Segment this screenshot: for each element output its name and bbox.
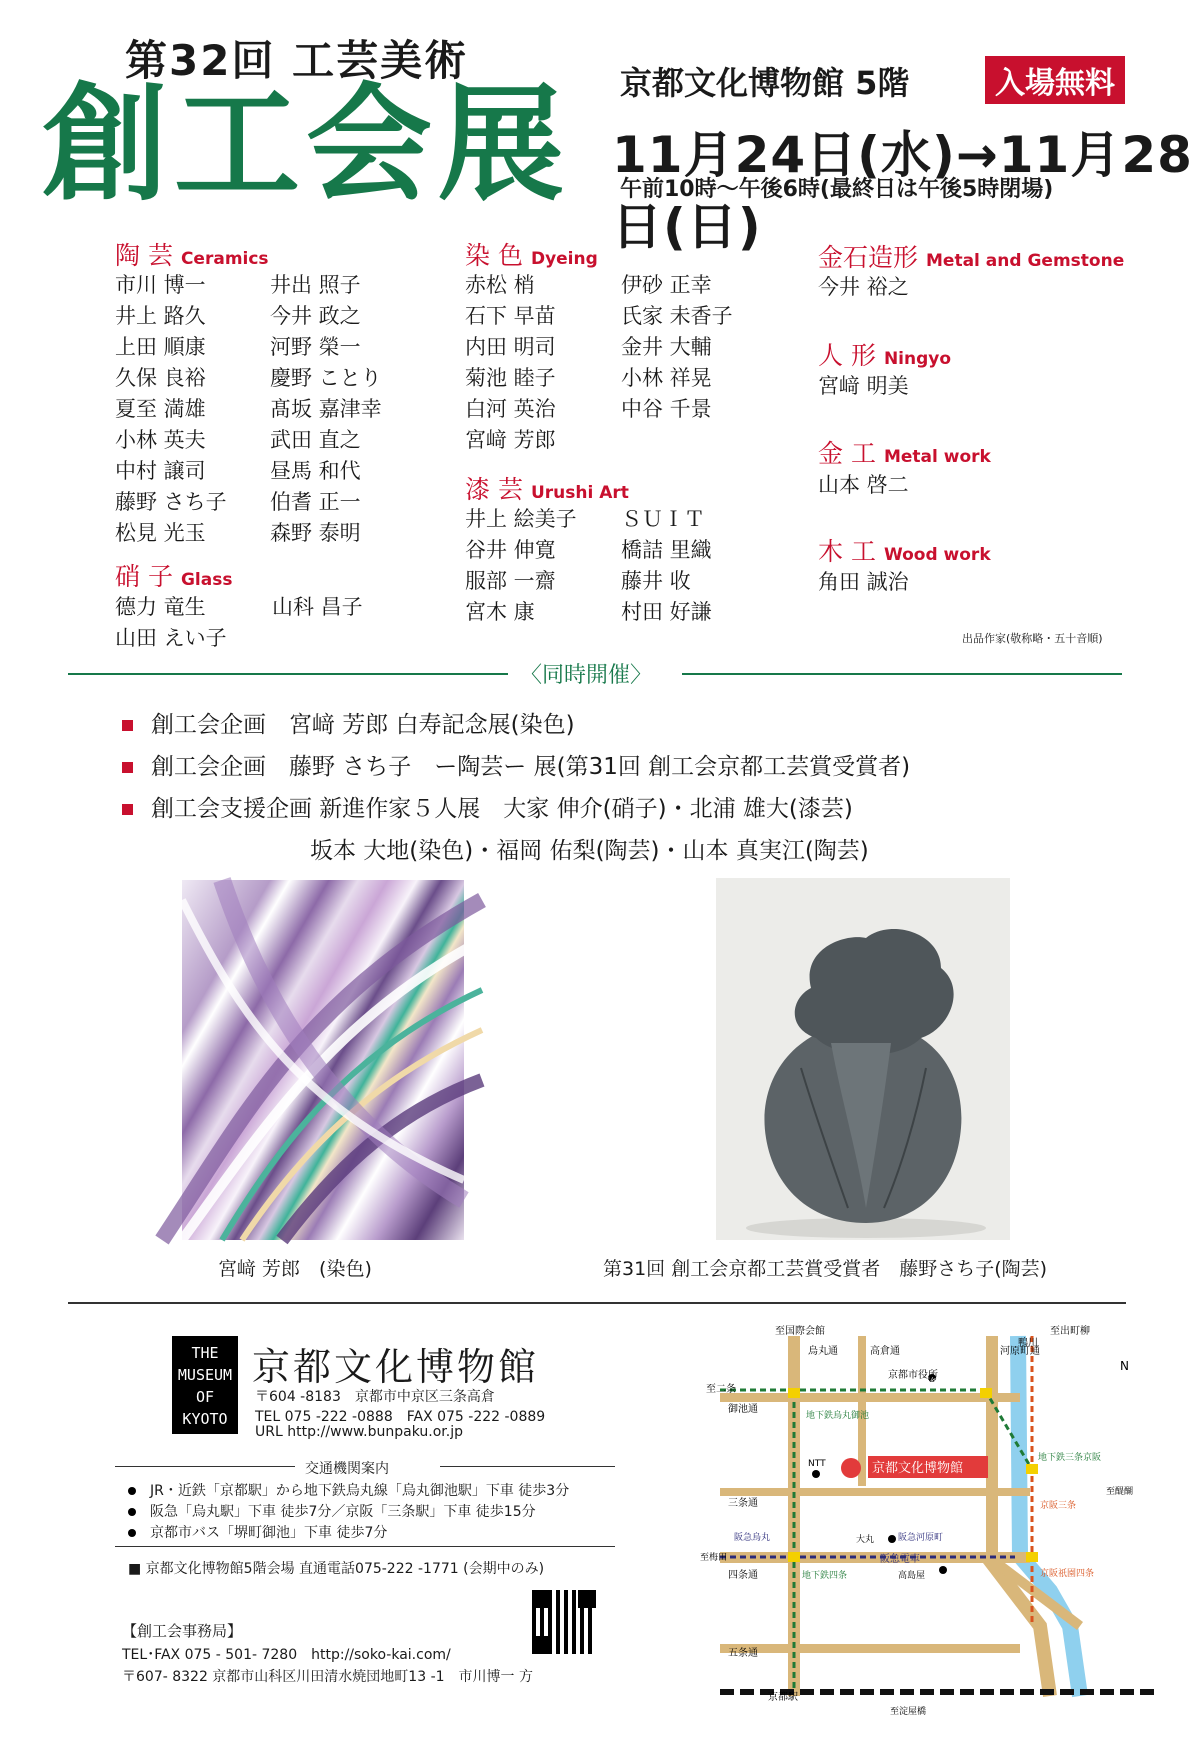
map-label: 地下鉄四条 bbox=[802, 1571, 848, 1581]
museum-address: 〒604 -8183 京都市中京区三条高倉 bbox=[255, 1389, 495, 1405]
artist-name: 石下 早苗 bbox=[465, 304, 556, 328]
map-label: 至二条 bbox=[706, 1384, 736, 1395]
category-ceramics bbox=[115, 236, 269, 272]
map-label: 烏丸通 bbox=[808, 1346, 838, 1357]
event-item bbox=[122, 748, 910, 781]
map-label: 三条通 bbox=[728, 1498, 758, 1509]
artist-name: 河野 榮一 bbox=[270, 335, 361, 359]
artist-name: 白河 英治 bbox=[465, 397, 556, 421]
museum-url[interactable]: URL http://www.bunpaku.or.jp bbox=[255, 1424, 463, 1440]
event-text: 創工会企画 宮﨑 芳郎 白寿記念展(染色) bbox=[151, 712, 575, 738]
artist-name: 井上 路久 bbox=[115, 304, 206, 328]
category-label: 木 工 bbox=[818, 537, 876, 566]
category-label: 人 形 bbox=[818, 341, 876, 370]
event-item bbox=[122, 790, 853, 823]
category-en: Ningyo bbox=[883, 349, 952, 369]
glass-names-col2 bbox=[272, 592, 363, 623]
office-address: 〒607- 8322 京都市山科区川田清水焼団地町13 -1 市川博一 方 bbox=[122, 1669, 533, 1685]
event-item-continued: 坂本 大地(染色)・福岡 佑梨(陶芸)・山本 真実江(陶芸) bbox=[310, 838, 869, 864]
bullet-dot-icon bbox=[128, 1508, 136, 1516]
artist-name: 宮﨑 明美 bbox=[818, 374, 909, 398]
artist-name: 藤井 收 bbox=[621, 569, 691, 593]
artist-name: ＳＵＩＴ bbox=[621, 507, 705, 531]
artist-name: 慶野 ことり bbox=[270, 366, 382, 390]
artist-name: 山科 昌子 bbox=[272, 595, 363, 619]
map-label: 阪急河原町 bbox=[898, 1533, 944, 1543]
transport-item bbox=[128, 1522, 387, 1542]
north-icon: N bbox=[1120, 1359, 1129, 1373]
logo-line: MUSEUM bbox=[177, 1366, 233, 1384]
category-en: Ceramics bbox=[180, 249, 269, 269]
urushi-names-col2 bbox=[621, 504, 712, 628]
artist-name: 今井 政之 bbox=[270, 304, 361, 328]
divider bbox=[440, 1466, 615, 1467]
bullet-square-icon bbox=[122, 762, 133, 773]
map-label: 至出町柳 bbox=[1050, 1326, 1090, 1337]
artist-name: 小林 英夫 bbox=[115, 428, 206, 452]
category-en: Wood work bbox=[883, 545, 991, 565]
museum-tel-fax: TEL 075 -222 -0888 FAX 075 -222 -0889 bbox=[255, 1409, 546, 1425]
map-label: 河原町通 bbox=[1000, 1346, 1040, 1357]
category-urushi bbox=[465, 470, 629, 506]
artist-name: 氏家 未香子 bbox=[621, 304, 733, 328]
artist-name: 伊砂 正幸 bbox=[621, 273, 712, 297]
artist-name: 中谷 千景 bbox=[621, 397, 712, 421]
artist-name: 服部 一齋 bbox=[465, 569, 556, 593]
artist-name: 角田 誠治 bbox=[818, 570, 909, 594]
category-en: Glass bbox=[180, 570, 233, 590]
artist-name: 井出 照子 bbox=[270, 273, 361, 297]
artist-name: 小林 祥晃 bbox=[621, 366, 712, 390]
category-label: 漆 芸 bbox=[465, 475, 523, 504]
category-en: Metal work bbox=[883, 447, 991, 467]
map-label: 五条通 bbox=[728, 1648, 758, 1659]
artist-name: 山本 啓二 bbox=[818, 473, 909, 497]
map-label: 至梅田 bbox=[700, 1553, 728, 1563]
artist-name: 久保 良裕 bbox=[115, 366, 206, 390]
office-tel: TEL･FAX 075 - 501- 7280 http://soko-kai.com/ bbox=[122, 1647, 451, 1663]
artist-name: 夏至 満雄 bbox=[115, 397, 206, 421]
category-ningyo bbox=[818, 336, 951, 372]
bullet-square-icon bbox=[122, 720, 133, 731]
artist-name: 宮﨑 芳郎 bbox=[465, 428, 556, 452]
artist-name: 谷井 伸寛 bbox=[465, 538, 556, 562]
divider bbox=[115, 1546, 615, 1547]
divider bbox=[115, 1466, 295, 1467]
transport-item bbox=[128, 1501, 536, 1521]
map-label: 京都市役所 bbox=[888, 1370, 938, 1381]
map-museum-label: 京都文化博物館 bbox=[872, 1461, 964, 1476]
map-label: 至醍醐 bbox=[1106, 1487, 1134, 1497]
dyeing-names-col2 bbox=[621, 270, 733, 425]
map-label: NTT bbox=[808, 1459, 826, 1469]
map-label: 京都駅 bbox=[768, 1692, 798, 1703]
artist-name: 井上 絵美子 bbox=[465, 507, 577, 531]
map-label: 至淀屋橋 bbox=[890, 1707, 927, 1717]
category-label: 硝 子 bbox=[115, 562, 173, 591]
map-label: 阪急電車 bbox=[880, 1554, 920, 1565]
map-label: 阪急烏丸 bbox=[734, 1533, 771, 1543]
map-label: 地下鉄東西線 bbox=[880, 1378, 940, 1389]
office-title: 【創工会事務局】 bbox=[122, 1622, 243, 1640]
venue: 京都文化博物館 5階 bbox=[620, 64, 910, 102]
logo-line: THE bbox=[191, 1344, 219, 1362]
category-glass bbox=[115, 557, 232, 593]
artist-name: 菊池 睦子 bbox=[465, 366, 556, 390]
access-map bbox=[700, 1326, 1160, 1717]
map-label: 地下鉄烏丸御池 bbox=[806, 1411, 870, 1421]
stripes-graphic bbox=[182, 880, 464, 1240]
category-en: Dyeing bbox=[530, 249, 598, 269]
divider bbox=[682, 673, 1122, 675]
category-label: 金石造形 bbox=[818, 243, 919, 272]
artist-name: 金井 大輔 bbox=[621, 335, 712, 359]
artist-name: 内田 明司 bbox=[465, 335, 556, 359]
artist-name: 赤松 梢 bbox=[465, 273, 535, 297]
simultaneous-title: 〈同時開催〉 bbox=[520, 663, 653, 688]
map-label: 大丸 bbox=[856, 1535, 875, 1545]
bullet-dot-icon bbox=[128, 1529, 136, 1537]
transport-item bbox=[128, 1480, 569, 1500]
urushi-names-col1 bbox=[465, 504, 577, 628]
map-label: 四条通 bbox=[728, 1570, 758, 1581]
bullet-square-icon bbox=[122, 804, 133, 815]
divider bbox=[68, 673, 508, 675]
artist-name: 伯耆 正一 bbox=[270, 490, 361, 514]
artist-name: 村田 好謙 bbox=[621, 600, 712, 624]
category-metalwork bbox=[818, 434, 991, 470]
bullet-dot-icon bbox=[128, 1487, 136, 1495]
event-text: 創工会企画 藤野 さち子 ー陶芸ー 展(第31回 創工会京都工芸賞受賞者) bbox=[151, 754, 911, 780]
category-metal-gemstone bbox=[818, 238, 1124, 274]
category-label: 金 工 bbox=[818, 439, 876, 468]
divider bbox=[68, 1302, 1126, 1304]
map-label: 高倉通 bbox=[870, 1346, 900, 1357]
artist-name: 德力 竜生 bbox=[115, 595, 206, 619]
dyeing-names-col1 bbox=[465, 270, 556, 456]
map-label: 御池通 bbox=[728, 1404, 758, 1415]
category-en: Metal and Gemstone bbox=[926, 251, 1125, 271]
category-dyeing bbox=[465, 236, 598, 272]
map-label: 高島屋 bbox=[898, 1571, 926, 1581]
sculpture-graphic bbox=[716, 878, 1010, 1240]
artist-name: 武田 直之 bbox=[270, 428, 361, 452]
artist-name: 松見 光玉 bbox=[115, 521, 206, 545]
artist-name: 宮木 康 bbox=[465, 600, 535, 624]
artist-name: 藤野 さち子 bbox=[115, 490, 227, 514]
artwork-dyeing-image bbox=[182, 880, 464, 1240]
transport-text: 阪急「烏丸駅」下車 徒歩7分／京阪「三条駅」下車 徒歩15分 bbox=[150, 1504, 536, 1520]
transport-text: 京都市バス「堺町御池」下車 徒歩7分 bbox=[150, 1525, 388, 1541]
event-item bbox=[122, 706, 575, 739]
ceramics-names-col2 bbox=[270, 270, 382, 549]
map-label: 京阪祇園四条 bbox=[1040, 1569, 1095, 1579]
event-text: 創工会支援企画 新進作家５人展 大家 伸介(硝子)・北浦 雄大(漆芸) bbox=[151, 796, 853, 822]
category-label: 陶 芸 bbox=[115, 241, 173, 270]
exhibition-title: 創工会展 bbox=[42, 71, 570, 218]
category-en: Urushi Art bbox=[530, 483, 629, 503]
transport-text: JR・近鉄「京都駅」から地下鉄烏丸線「烏丸御池駅」下車 徒歩3分 bbox=[150, 1483, 570, 1499]
caption-right: 第31回 創工会京都工芸賞受賞者 藤野さち子(陶芸) bbox=[603, 1258, 1048, 1280]
glass-names-col1 bbox=[115, 592, 227, 654]
artist-name: 山田 えい子 bbox=[115, 626, 227, 650]
artist-name: 橋詰 里織 bbox=[621, 538, 712, 562]
artwork-ceramic-image bbox=[716, 878, 1010, 1240]
map-label: 地下鉄三条京阪 bbox=[1038, 1453, 1102, 1463]
artist-name: 髙坂 嘉津幸 bbox=[270, 397, 382, 421]
artist-name: 今井 裕之 bbox=[818, 275, 909, 299]
venue-phone: ■ 京都文化博物館5階会場 直通電話075-222 -1771 (会期中のみ) bbox=[128, 1561, 545, 1577]
artist-name: 中村 譲司 bbox=[115, 459, 206, 483]
transport-title: 交通機関案内 bbox=[305, 1461, 389, 1477]
opening-hours: 午前10時～午後6時(最終日は午後5時閉場) bbox=[620, 177, 1054, 202]
map-label: 鴨川 bbox=[1018, 1338, 1038, 1349]
artist-name: 市川 博一 bbox=[115, 273, 206, 297]
free-admission-badge: 入場無料 bbox=[985, 56, 1125, 104]
category-woodwork bbox=[818, 532, 991, 568]
museum-logo bbox=[172, 1336, 238, 1434]
map-label: 京阪三条 bbox=[1040, 1501, 1077, 1511]
exhibition-dates: 11月24日(水)→11月28日(日) bbox=[612, 126, 1193, 256]
museum-name: 京都文化博物館 bbox=[252, 1345, 540, 1389]
logo-line: OF KYOTO bbox=[182, 1388, 228, 1428]
caption-left: 宮﨑 芳郎 (染色) bbox=[218, 1258, 372, 1280]
map-label: 至国際会館 bbox=[775, 1326, 825, 1337]
edition-title: 第32回 工芸美術 bbox=[125, 36, 469, 85]
artist-name: 森野 泰明 bbox=[270, 521, 361, 545]
artist-name: 昼馬 和代 bbox=[270, 459, 361, 483]
qr-code[interactable] bbox=[532, 1590, 596, 1654]
category-label: 染 色 bbox=[465, 241, 523, 270]
artists-note: 出品作家(敬称略・五十音順) bbox=[962, 632, 1103, 645]
artist-name: 上田 順康 bbox=[115, 335, 206, 359]
ceramics-names-col1 bbox=[115, 270, 227, 549]
